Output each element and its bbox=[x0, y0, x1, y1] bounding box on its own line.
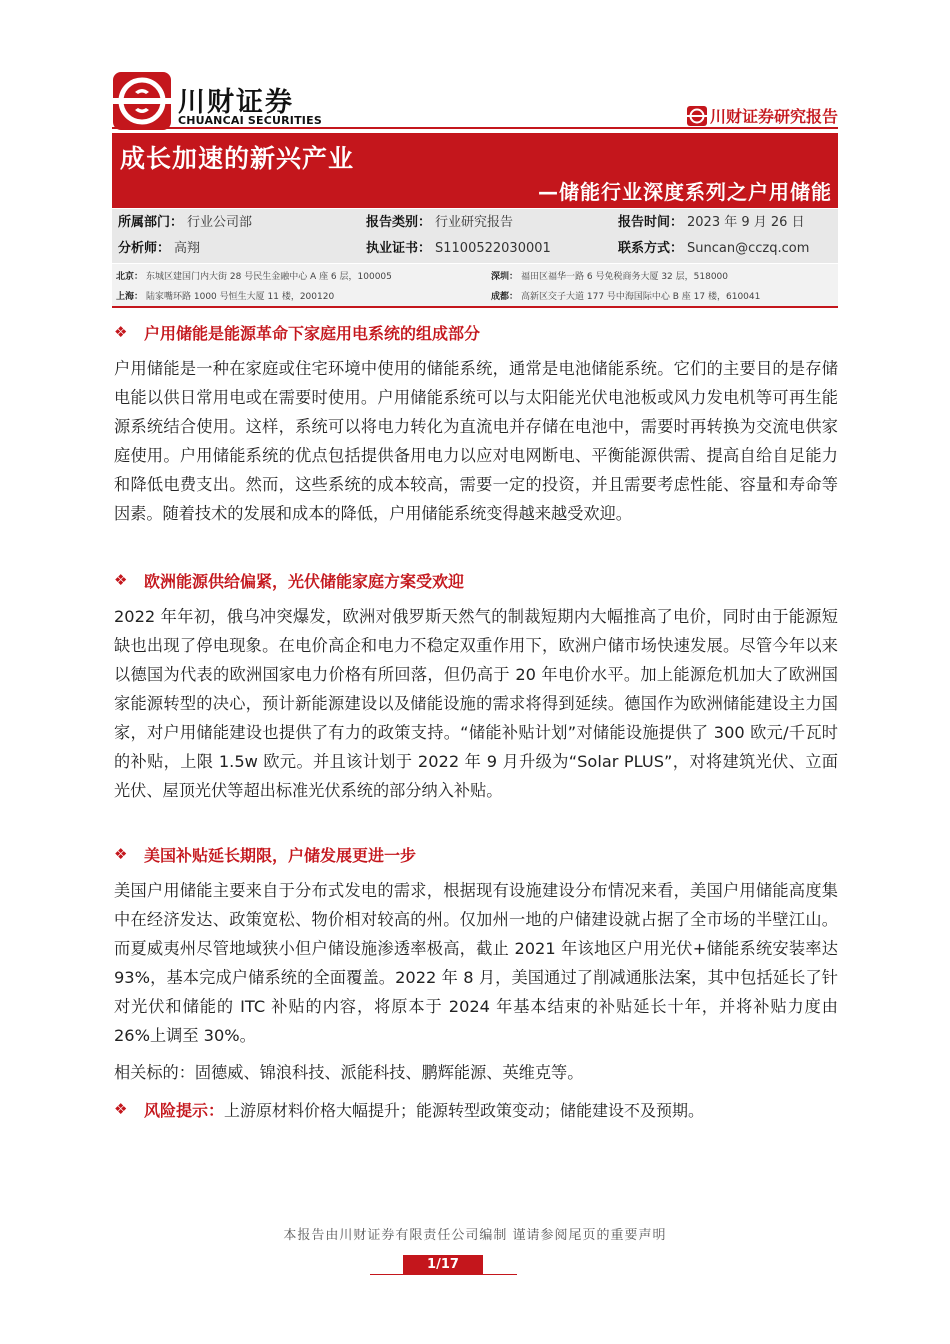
diamond-bullet-icon: ❖ bbox=[114, 571, 128, 589]
footer-disclaimer: 本报告由川财证券有限责任公司编制 谨请参阅尾页的重要声明 bbox=[283, 1228, 667, 1243]
section-europe bbox=[114, 566, 838, 805]
section-body: 户用储能是一种在家庭或住宅环境中使用的储能系统，通常是电池储能系统。它们的主要目的是存储电能以供日常用电或在需要时使用。户用储能系统可以与太阳能光伏电池板或风力发电机等可再生能源系统结合使用。这样，系统可以将电力转化为直流电并存储在电池中，需要时再转换为交流电供家庭使用。户用储能系统的优点包括提供备用电力以应对电网断电、平衡能源供需、提高自给自足能力和降低电费支出。然而，这些系统的成本较高，需要一定的投资，并且需要考虑性能、容量和寿命等因素。随着技术的发展和成本的降低，户用储能系统变得越来越受欢迎。 bbox=[114, 359, 838, 523]
chuancai-mini-logo-icon bbox=[687, 106, 707, 126]
license-field: 执业证书： S1100522030001 bbox=[366, 241, 551, 256]
header-divider bbox=[112, 127, 838, 129]
department-field: 所属部门： 行业公司部 bbox=[118, 215, 253, 230]
report-subtitle: —储能行业深度系列之户用储能 bbox=[538, 180, 832, 204]
section-body: 美国户用储能主要来自于分布式发电的需求，根据现有设施建设分布情况来看，美国户用储能高度集中在经济发达、政策宽松、物价相对较高的州。仅加州一地的户储建设就占据了全市场的半壁江山。而夏威夷州尽管地域狭小但户储设施渗透率极高，截止 2021 年该地区户用光伏+储能系统安装率达 93%，基本完成户储系统的全面覆盖。2022 年 8 月，美国通过了削减通胀法案，其中包括延长了针对光伏和储能的 ITC 补贴的内容，将原本于 2024 年基本结束的补贴延长十年，并将补贴力度由 26%上调至 30%。 bbox=[114, 881, 838, 1045]
report-label-text: 川财证券研究报告 bbox=[709, 107, 838, 126]
chuancai-logo-icon bbox=[113, 72, 171, 130]
section-household-storage bbox=[114, 318, 838, 528]
diamond-bullet-icon: ❖ bbox=[114, 1100, 128, 1118]
report-title: 成长加速的新兴产业 bbox=[120, 144, 355, 173]
page-number-underline bbox=[370, 1274, 517, 1275]
diamond-bullet-icon: ❖ bbox=[114, 845, 128, 863]
brand-name: 川财证券 bbox=[178, 87, 294, 118]
page-number: 1/17 bbox=[403, 1255, 483, 1275]
section-heading: ❖ 欧洲能源供给偏紧，光伏储能家庭方案受欢迎 bbox=[114, 571, 465, 591]
brand-name-en: CHUANCAI SECURITIES bbox=[178, 114, 322, 127]
section-body: 2022 年年初，俄乌冲突爆发，欧洲对俄罗斯天然气的制裁短期内大幅推高了电价，同时由于能源短缺也出现了停电现象。在电价高企和电力不稳定双重作用下，欧洲户储市场快速发展。尽管今年以来以德国为代表的欧洲国家电力价格有所回落，但仍高于 20 年电价水平。加上能源危机加大了欧洲国家能源转型的决心，预计新能源建设以及储能设施的需求将得到延续。德国作为欧洲储能建设主力国家，对户用储能建设也提供了有力的政策支持。“储能补贴计划”对储能设施提供了 300 欧元/千瓦时的补贴，上限 1.5w 欧元。并且该计划于 2022 年 9 月升级为“Solar PLUS”，对将建筑光伏、立面光伏、屋顶光伏等超出标准光伏系统的部分纳入补贴。 bbox=[114, 607, 838, 800]
date-field: 报告时间： 2023 年 9 月 26 日 bbox=[618, 215, 805, 230]
office-beijing: 北京： 东城区建国门内大街 28 号民生金融中心 A 座 6 层，100005 bbox=[116, 272, 392, 282]
office-addresses bbox=[112, 264, 838, 308]
related-stocks: 相关标的：固德威、锦浪科技、派能科技、鹏辉能源、英维克等。 bbox=[114, 1063, 584, 1082]
section-heading: ❖ 户用储能是能源革命下家庭用电系统的组成部分 bbox=[114, 323, 481, 343]
diamond-bullet-icon: ❖ bbox=[114, 323, 128, 341]
office-chengdu: 成都： 高新区交子大道 177 号中海国际中心 B 座 17 楼，610041 bbox=[491, 292, 761, 302]
office-shanghai: 上海： 陆家嘴环路 1000 号恒生大厦 11 楼，200120 bbox=[116, 292, 335, 302]
section-usa bbox=[114, 840, 838, 1087]
analyst-field: 分析师： 高翔 bbox=[118, 241, 201, 256]
risk-warning: ❖ 风险提示： 上游原材料价格大幅提升；能源转型政策变动；储能建设不及预期。 bbox=[114, 1100, 705, 1120]
office-shenzhen: 深圳： 福田区福华一路 6 号免税商务大厦 32 层，518000 bbox=[491, 272, 728, 282]
contact-field: 联系方式： Suncan@cczq.com bbox=[618, 241, 810, 256]
category-field: 报告类别： 行业研究报告 bbox=[366, 215, 514, 230]
report-info-table bbox=[112, 209, 838, 263]
report-label bbox=[687, 104, 838, 127]
title-banner bbox=[112, 133, 838, 208]
section-heading: ❖ 美国补贴延长期限，户储发展更进一步 bbox=[114, 845, 417, 865]
